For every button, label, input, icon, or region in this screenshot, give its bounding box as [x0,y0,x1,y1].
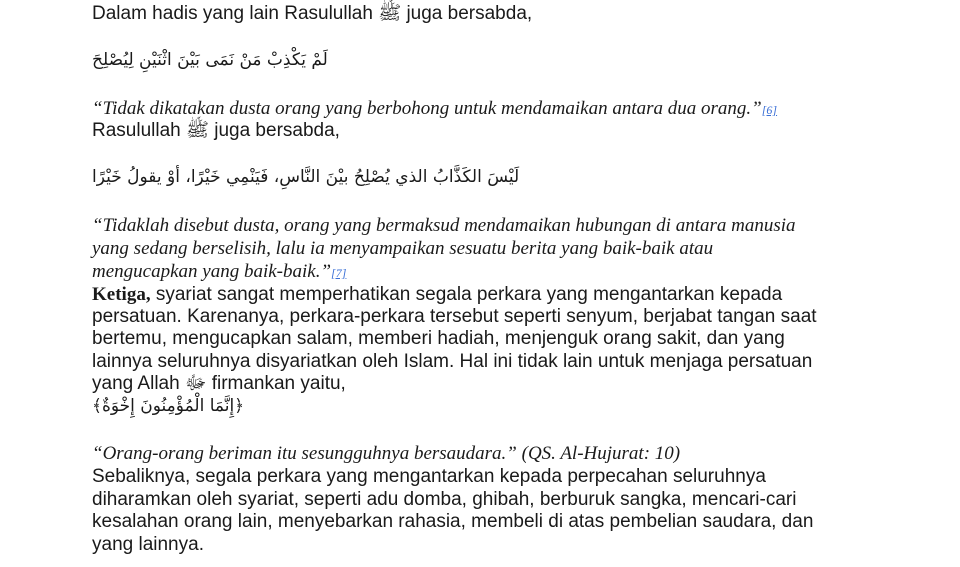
paragraph-sebaliknya-line-4: yang lainnya. [92,534,204,555]
quote-translation-2-line-1: “Tidaklah disebut dusta, orang yang bermaksud mendamaikan hubungan di antara manusia [92,215,796,236]
arabic-text: ﴿إِنَّمَا الْمُؤْمِنُونَ إِخْوَةٌ﴾ [92,396,245,416]
paragraph-ketiga-line-3: bertemu, mengucapkan salam, memberi hadiah, menjenguk orang sakit, dan yang [92,328,785,349]
quote-translation-2-line-2: yang sedang berselisih, lalu ia menyampaikan sesuatu berita yang baik-baik atau [92,238,714,259]
paragraph-ketiga-line-2: persatuan. Karenanya, perkara-perkara tersebut seperti senyum, berjabat tangan saat [92,306,817,327]
quote-translation-3: “Orang-orang beriman itu sesungguhnya bersaudara.” (QS. Al-Hujurat: 10) [92,443,681,464]
paragraph-sebaliknya-line-3: kesalahan orang lain, menyebarkan rahasia, membeli di atas pembelian saudara, dan [92,511,814,532]
footnote-link[interactable]: [7] [331,266,347,280]
paragraph-hadis-intro: Dalam hadis yang lain Rasulullah ﷺ juga bersabda, [92,3,533,24]
footnote-link[interactable]: [6] [761,103,778,117]
paragraph-text: syariat sangat memperhatikan segala perkara yang mengantarkan kepada [150,284,783,305]
paragraph-sebaliknya-line-1: Sebaliknya, segala perkara yang mengantarkan kepada perpecahan seluruhnya [92,466,766,487]
paragraph-ketiga-line-4: lainnya seluruhnya disyariatkan oleh Islam. Hal ini tidak lain untuk menjaga persatuan [92,351,813,372]
quote-translation-2-line-3 [92,261,346,284]
paragraph-sebaliknya-line-2: diharamkan oleh syariat, seperti adu domba, ghibah, berburuk sangka, mencari-cari [92,489,797,510]
paragraph-ketiga-line-5: yang Allah ﷻ firmankan yaitu, [92,373,346,394]
quote-translation-1 [92,98,777,121]
arabic-hadith-1 [92,49,328,71]
arabic-text: لَمْ يَكْذِبْ مَنْ نَمَى بَيْنَ اثْنَيْنِ لِيُصْلِحَ [92,50,328,70]
paragraph-ketiga-line-1 [92,284,782,306]
quote-text: “Tidak dikatakan dusta orang yang berbohong untuk mendamaikan antara dua orang.” [92,98,762,119]
arabic-quran-verse [92,395,244,417]
quote-text: mengucapkan yang baik-baik.” [92,261,332,282]
bold-heading: Ketiga, [92,284,151,305]
arabic-hadith-2 [92,166,519,188]
arabic-text: لَيْسَ الكَذَّابُ الذي يُصْلِحُ بيْنَ النَّاسِ، فَيَنْمِي خَيْرًا، أوْ يقولُ خَيْرًا [92,167,520,187]
paragraph-rasulullah: Rasulullah ﷺ juga bersabda, [92,120,340,141]
